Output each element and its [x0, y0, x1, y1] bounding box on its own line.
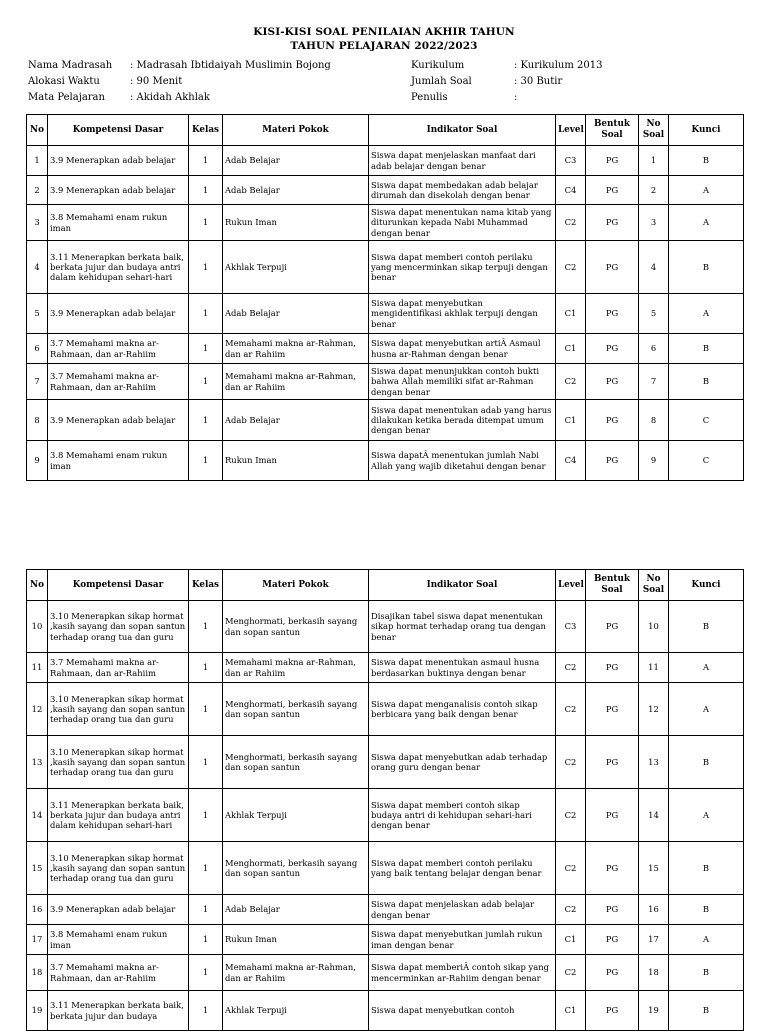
cell-kunci: B	[669, 601, 744, 653]
cell-indikator-soal: Siswa dapat menjelaskan manfaat dari adab belajar dengan benar	[369, 146, 556, 176]
cell-no-soal: 7	[639, 364, 669, 400]
info-value: :	[514, 92, 518, 103]
cell-kompetensi-dasar: 3.10 Menerapkan sikap hormat ,kasih sayang dan sopan santun terhadap orang tua dan guru	[48, 842, 189, 895]
cell-kelas: 1	[189, 400, 223, 441]
cell-materi-pokok: Memahami makna ar-Rahman, dan ar Rahiim	[223, 334, 369, 364]
cell-no-soal: 15	[639, 842, 669, 895]
cell-level: C2	[556, 842, 586, 895]
header-kompetensi-dasar: Kompetensi Dasar	[48, 570, 189, 601]
cell-indikator-soal: Disajikan tabel siswa dapat menentukan sikap hormat terhadap orang tua dengan benar	[369, 601, 556, 653]
table-row	[27, 441, 744, 481]
table-body	[27, 146, 744, 481]
cell-kompetensi-dasar: 3.9 Menerapkan adab belajar	[48, 400, 189, 441]
cell-no-soal: 12	[639, 683, 669, 736]
row-no: 18	[27, 955, 48, 991]
header-no: No	[27, 570, 48, 601]
cell-kompetensi-dasar: 3.7 Memahami makna ar-Rahmaan, dan ar-Rahiim	[48, 334, 189, 364]
cell-materi-pokok: Memahami makna ar-Rahman, dan ar Rahiim	[223, 955, 369, 991]
cell-level: C2	[556, 683, 586, 736]
cell-indikator-soal: Siswa dapat menyebutkan adab terhadap orang guru dengan benar	[369, 736, 556, 789]
info-label: Alokasi Waktu	[28, 76, 100, 87]
row-no: 15	[27, 842, 48, 895]
info-label: Penulis	[411, 92, 448, 103]
cell-materi-pokok: Akhlak Terpuji	[223, 241, 369, 294]
table-row	[27, 736, 744, 789]
cell-kelas: 1	[189, 683, 223, 736]
cell-kunci: B	[669, 842, 744, 895]
cell-indikator-soal: Siswa dapat memberi contoh perilaku yang mencerminkan sikap terpuji dengan benar	[369, 241, 556, 294]
table-row	[27, 400, 744, 441]
table-row	[27, 146, 744, 176]
cell-level: C4	[556, 176, 586, 205]
info-nama-madrasah	[28, 60, 408, 74]
header-no: No	[27, 115, 48, 146]
cell-kunci: A	[669, 294, 744, 334]
header-no-soal: No Soal	[639, 570, 669, 601]
cell-kompetensi-dasar: 3.10 Menerapkan sikap hormat ,kasih sayang dan sopan santun terhadap orang tua dan guru	[48, 683, 189, 736]
cell-indikator-soal: Siswa dapat menjelaskan adab belajar dengan benar	[369, 895, 556, 925]
row-no: 6	[27, 334, 48, 364]
header-indikator-soal: Indikator Soal	[369, 570, 556, 601]
table-row	[27, 601, 744, 653]
info-value: : Akidah Akhlak	[130, 92, 210, 103]
cell-indikator-soal: Siswa dapat menentukan asmaul husna berdasarkan buktinya dengan benar	[369, 653, 556, 683]
cell-no-soal: 19	[639, 991, 669, 1031]
cell-level: C2	[556, 789, 586, 842]
cell-no-soal: 17	[639, 925, 669, 955]
cell-kunci: A	[669, 205, 744, 241]
cell-level: C2	[556, 736, 586, 789]
cell-kompetensi-dasar: 3.7 Memahami makna ar-Rahmaan, dan ar-Rahiim	[48, 955, 189, 991]
cell-kunci: A	[669, 789, 744, 842]
cell-kelas: 1	[189, 176, 223, 205]
cell-kompetensi-dasar: 3.10 Menerapkan sikap hormat ,kasih sayang dan sopan santun terhadap orang tua dan guru	[48, 601, 189, 653]
cell-kelas: 1	[189, 601, 223, 653]
cell-kelas: 1	[189, 441, 223, 481]
cell-no-soal: 3	[639, 205, 669, 241]
cell-indikator-soal: Siswa dapat menyebutkan contoh	[369, 991, 556, 1031]
table-row	[27, 334, 744, 364]
cell-materi-pokok: Memahami makna ar-Rahman, dan ar Rahiim	[223, 653, 369, 683]
row-no: 12	[27, 683, 48, 736]
row-no: 17	[27, 925, 48, 955]
cell-kunci: A	[669, 176, 744, 205]
cell-level: C1	[556, 925, 586, 955]
cell-materi-pokok: Menghormati, berkasih sayang dan sopan santun	[223, 736, 369, 789]
cell-indikator-soal: Siswa dapatÂ menentukan jumlah Nabi Allah yang wajib diketahui dengan benar	[369, 441, 556, 481]
table-row	[27, 789, 744, 842]
cell-kompetensi-dasar: 3.10 Menerapkan sikap hormat ,kasih sayang dan sopan santun terhadap orang tua dan guru	[48, 736, 189, 789]
header-no-soal: No Soal	[639, 115, 669, 146]
cell-bentuk-soal: PG	[586, 842, 639, 895]
info-label: Kurikulum	[411, 60, 465, 71]
cell-indikator-soal: Siswa dapat menganalisis contoh sikap berbicara yang baik dengan benar	[369, 683, 556, 736]
cell-kompetensi-dasar: 3.9 Menerapkan adab belajar	[48, 895, 189, 925]
cell-kelas: 1	[189, 736, 223, 789]
table-header-row	[27, 570, 744, 601]
cell-bentuk-soal: PG	[586, 789, 639, 842]
info-value: : 30 Butir	[514, 76, 563, 87]
cell-bentuk-soal: PG	[586, 146, 639, 176]
cell-bentuk-soal: PG	[586, 955, 639, 991]
row-no: 11	[27, 653, 48, 683]
table-header-row	[27, 115, 744, 146]
table-row	[27, 895, 744, 925]
row-no: 13	[27, 736, 48, 789]
cell-level: C4	[556, 441, 586, 481]
cell-level: C2	[556, 653, 586, 683]
cell-kelas: 1	[189, 653, 223, 683]
cell-materi-pokok: Rukun Iman	[223, 925, 369, 955]
header-bentuk-soal: Bentuk Soal	[586, 570, 639, 601]
header-kunci: Kunci	[669, 570, 744, 601]
cell-bentuk-soal: PG	[586, 334, 639, 364]
cell-no-soal: 8	[639, 400, 669, 441]
cell-bentuk-soal: PG	[586, 294, 639, 334]
cell-bentuk-soal: PG	[586, 364, 639, 400]
table-row	[27, 205, 744, 241]
info-kurikulum	[411, 60, 741, 74]
cell-kompetensi-dasar: 3.11 Menerapkan berkata baik, berkata jujur dan budaya	[48, 991, 189, 1031]
cell-materi-pokok: Adab Belajar	[223, 176, 369, 205]
info-value: : 90 Menit	[130, 76, 183, 87]
cell-indikator-soal: Siswa dapat menentukan adab yang harus dilakukan ketika berada ditempat umum dengan benar	[369, 400, 556, 441]
row-no: 4	[27, 241, 48, 294]
kisi-table-1	[26, 114, 744, 481]
cell-materi-pokok: Adab Belajar	[223, 294, 369, 334]
header-kunci: Kunci	[669, 115, 744, 146]
cell-materi-pokok: Akhlak Terpuji	[223, 789, 369, 842]
cell-kunci: B	[669, 955, 744, 991]
row-no: 9	[27, 441, 48, 481]
info-mata-pelajaran	[28, 92, 408, 106]
header-level: Level	[556, 570, 586, 601]
header-bentuk-soal: Bentuk Soal	[586, 115, 639, 146]
header-level: Level	[556, 115, 586, 146]
header-kelas: Kelas	[189, 570, 223, 601]
cell-kunci: B	[669, 334, 744, 364]
cell-bentuk-soal: PG	[586, 653, 639, 683]
cell-kelas: 1	[189, 364, 223, 400]
cell-level: C1	[556, 294, 586, 334]
row-no: 16	[27, 895, 48, 925]
cell-bentuk-soal: PG	[586, 241, 639, 294]
cell-kelas: 1	[189, 205, 223, 241]
table-row	[27, 241, 744, 294]
cell-level: C3	[556, 601, 586, 653]
info-value: : Madrasah Ibtidaiyah Muslimin Bojong	[130, 60, 331, 71]
row-no: 7	[27, 364, 48, 400]
row-no: 2	[27, 176, 48, 205]
cell-kunci: C	[669, 441, 744, 481]
cell-kunci: B	[669, 991, 744, 1031]
document-subtitle: TAHUN PELAJARAN 2022/2023	[290, 40, 478, 52]
cell-level: C3	[556, 146, 586, 176]
cell-bentuk-soal: PG	[586, 683, 639, 736]
cell-kunci: B	[669, 146, 744, 176]
cell-kunci: A	[669, 653, 744, 683]
cell-no-soal: 1	[639, 146, 669, 176]
cell-materi-pokok: Rukun Iman	[223, 205, 369, 241]
cell-bentuk-soal: PG	[586, 895, 639, 925]
cell-indikator-soal: Siswa dapat memberiÂ contoh sikap yang mencerminkan ar-Rahiim dengan benar	[369, 955, 556, 991]
cell-kompetensi-dasar: 3.9 Menerapkan adab belajar	[48, 294, 189, 334]
cell-level: C2	[556, 205, 586, 241]
info-jumlah-soal	[411, 76, 741, 90]
row-no: 1	[27, 146, 48, 176]
cell-no-soal: 18	[639, 955, 669, 991]
info-penulis	[411, 92, 741, 106]
cell-bentuk-soal: PG	[586, 925, 639, 955]
cell-no-soal: 10	[639, 601, 669, 653]
cell-kunci: B	[669, 364, 744, 400]
cell-level: C2	[556, 955, 586, 991]
cell-kompetensi-dasar: 3.7 Memahami makna ar-Rahmaan, dan ar-Rahiim	[48, 653, 189, 683]
cell-indikator-soal: Siswa dapat menyebutkan mengidentifikasi akhlak terpuji dengan benar	[369, 294, 556, 334]
info-label: Mata Pelajaran	[28, 92, 105, 103]
info-label: Jumlah Soal	[411, 76, 472, 87]
cell-kunci: B	[669, 736, 744, 789]
cell-kompetensi-dasar: 3.11 Menerapkan berkata baik, berkata jujur dan budaya antri dalam kehidupan sehari-hari	[48, 241, 189, 294]
cell-materi-pokok: Rukun Iman	[223, 441, 369, 481]
document-title: KISI-KISI SOAL PENILAIAN AKHIR TAHUN	[253, 26, 515, 38]
cell-indikator-soal: Siswa dapat menunjukkan contoh bukti bahwa Allah memiliki sifat ar-Rahman dengan benar	[369, 364, 556, 400]
table-body	[27, 601, 744, 1031]
cell-kelas: 1	[189, 842, 223, 895]
row-no: 5	[27, 294, 48, 334]
cell-kunci: C	[669, 400, 744, 441]
cell-kunci: B	[669, 241, 744, 294]
row-no: 8	[27, 400, 48, 441]
cell-materi-pokok: Adab Belajar	[223, 400, 369, 441]
cell-kompetensi-dasar: 3.7 Memahami makna ar-Rahmaan, dan ar-Rahiim	[48, 364, 189, 400]
cell-kunci: B	[669, 895, 744, 925]
cell-materi-pokok: Akhlak Terpuji	[223, 991, 369, 1031]
cell-bentuk-soal: PG	[586, 601, 639, 653]
cell-no-soal: 9	[639, 441, 669, 481]
cell-indikator-soal: Siswa dapat menentukan nama kitab yang diturunkan kepada Nabi Muhammad dengan benar	[369, 205, 556, 241]
cell-no-soal: 16	[639, 895, 669, 925]
cell-kelas: 1	[189, 895, 223, 925]
cell-no-soal: 11	[639, 653, 669, 683]
cell-no-soal: 5	[639, 294, 669, 334]
cell-materi-pokok: Memahami makna ar-Rahman, dan ar Rahiim	[223, 364, 369, 400]
cell-kompetensi-dasar: 3.8 Memahami enam rukun iman	[48, 205, 189, 241]
cell-kompetensi-dasar: 3.8 Memahami enam rukun iman	[48, 441, 189, 481]
table-row	[27, 364, 744, 400]
cell-indikator-soal: Siswa dapat memberi contoh sikap budaya antri di kehidupan sehari-hari dengan benar	[369, 789, 556, 842]
cell-materi-pokok: Adab Belajar	[223, 895, 369, 925]
table-row	[27, 842, 744, 895]
table-row	[27, 176, 744, 205]
cell-kelas: 1	[189, 241, 223, 294]
cell-level: C1	[556, 400, 586, 441]
cell-level: C2	[556, 895, 586, 925]
table-row	[27, 653, 744, 683]
cell-materi-pokok: Menghormati, berkasih sayang dan sopan santun	[223, 842, 369, 895]
cell-bentuk-soal: PG	[586, 205, 639, 241]
row-no: 3	[27, 205, 48, 241]
cell-level: C2	[556, 364, 586, 400]
table-row	[27, 294, 744, 334]
cell-bentuk-soal: PG	[586, 991, 639, 1031]
cell-bentuk-soal: PG	[586, 176, 639, 205]
row-no: 14	[27, 789, 48, 842]
cell-indikator-soal: Siswa dapat memberi contoh perilaku yang baik tentang belajar dengan benar	[369, 842, 556, 895]
cell-bentuk-soal: PG	[586, 400, 639, 441]
header-kompetensi-dasar: Kompetensi Dasar	[48, 115, 189, 146]
cell-indikator-soal: Siswa dapat menyebutkan artiÂ Asmaul husna ar-Rahman dengan benar	[369, 334, 556, 364]
cell-kunci: A	[669, 925, 744, 955]
cell-materi-pokok: Menghormati, berkasih sayang dan sopan santun	[223, 601, 369, 653]
cell-kompetensi-dasar: 3.9 Menerapkan adab belajar	[48, 176, 189, 205]
cell-no-soal: 14	[639, 789, 669, 842]
cell-kelas: 1	[189, 925, 223, 955]
cell-materi-pokok: Adab Belajar	[223, 146, 369, 176]
cell-indikator-soal: Siswa dapat menyebutkan jumlah rukun iman dengan benar	[369, 925, 556, 955]
cell-bentuk-soal: PG	[586, 736, 639, 789]
cell-kelas: 1	[189, 334, 223, 364]
cell-no-soal: 13	[639, 736, 669, 789]
cell-no-soal: 2	[639, 176, 669, 205]
cell-kunci: A	[669, 683, 744, 736]
cell-no-soal: 6	[639, 334, 669, 364]
cell-kelas: 1	[189, 955, 223, 991]
table-row	[27, 991, 744, 1031]
cell-level: C2	[556, 241, 586, 294]
table-row	[27, 955, 744, 991]
kisi-table-2	[26, 569, 744, 1031]
cell-materi-pokok: Menghormati, berkasih sayang dan sopan santun	[223, 683, 369, 736]
row-no: 10	[27, 601, 48, 653]
info-label: Nama Madrasah	[28, 60, 113, 71]
cell-bentuk-soal: PG	[586, 441, 639, 481]
info-alokasi-waktu	[28, 76, 408, 90]
cell-level: C1	[556, 991, 586, 1031]
info-value: : Kurikulum 2013	[514, 60, 603, 71]
cell-level: C1	[556, 334, 586, 364]
cell-no-soal: 4	[639, 241, 669, 294]
header-kelas: Kelas	[189, 115, 223, 146]
cell-kelas: 1	[189, 991, 223, 1031]
cell-kompetensi-dasar: 3.11 Menerapkan berkata baik, berkata jujur dan budaya antri dalam kehidupan sehari-hari	[48, 789, 189, 842]
table-row	[27, 925, 744, 955]
cell-indikator-soal: Siswa dapat membedakan adab belajar dirumah dan disekolah dengan benar	[369, 176, 556, 205]
cell-kelas: 1	[189, 146, 223, 176]
cell-kelas: 1	[189, 294, 223, 334]
header-materi-pokok: Materi Pokok	[223, 115, 369, 146]
cell-kompetensi-dasar: 3.8 Memahami enam rukun iman	[48, 925, 189, 955]
row-no: 19	[27, 991, 48, 1031]
header-indikator-soal: Indikator Soal	[369, 115, 556, 146]
header-materi-pokok: Materi Pokok	[223, 570, 369, 601]
cell-kelas: 1	[189, 789, 223, 842]
table-row	[27, 683, 744, 736]
cell-kompetensi-dasar: 3.9 Menerapkan adab belajar	[48, 146, 189, 176]
